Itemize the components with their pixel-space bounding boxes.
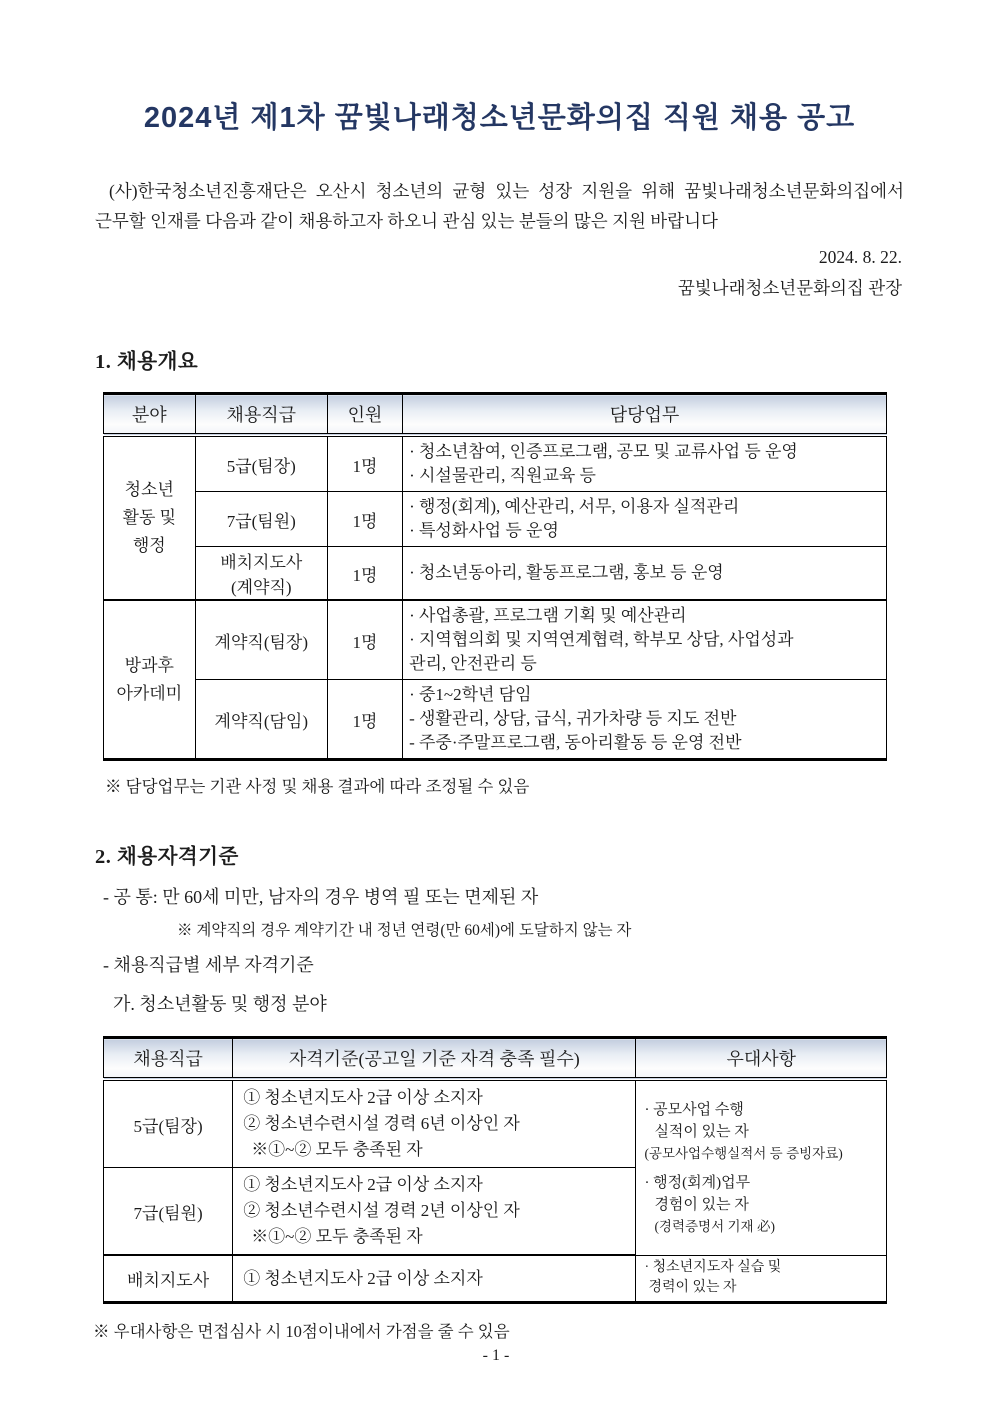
intro-paragraph: (사)한국청소년진흥재단은 오산시 청소년의 균형 있는 성장 지원을 위해 꿈빛나래청소년문화의집에서 근무할 인재를 다음과 같이 채용하고자 하오니 관심 있는 분들의 많은 지원 바랍니다 — [95, 181, 904, 232]
signer: 꿈빛나래청소년문화의집 관장 — [677, 278, 902, 299]
duty-line: · 시설물관리, 직원교육 등 — [409, 466, 596, 486]
duties-cell — [403, 600, 887, 680]
preference-line: · 공모사업 수행 — [644, 1101, 744, 1118]
duties-cell — [403, 435, 887, 492]
count-cell: 1명 — [327, 435, 402, 492]
grade-line: (계약직) — [230, 578, 292, 598]
table-row — [104, 492, 887, 547]
duties-cell — [403, 680, 887, 760]
table-row — [104, 547, 887, 601]
preference-line: · 행정(회계)업무 — [644, 1174, 751, 1191]
issue-date: 2024. 8. 22. — [818, 247, 902, 268]
overview-header-row — [104, 394, 887, 436]
preference-line: 경력이 있는 자 — [648, 1280, 737, 1296]
preference-line: 실적이 있는 자 — [654, 1123, 749, 1140]
grade-cell: 7급(팀원) — [195, 492, 327, 547]
criteria-line: ① 청소년지도사 2급 이상 소지자 — [243, 1268, 483, 1288]
preference-cell-merged — [636, 1079, 887, 1255]
criteria-line: ※①~② 모두 충족된 자 — [251, 1227, 423, 1247]
category-cell-youth-activity — [104, 435, 196, 600]
duties-cell — [403, 547, 887, 601]
criteria-line: ※①~② 모두 충족된 자 — [251, 1140, 423, 1160]
preference-line: (공모사업수행실적서 등 증빙자료) — [644, 1145, 843, 1161]
criteria-line: ② 청소년수련시설 경력 6년 이상인 자 — [243, 1114, 520, 1134]
category-line: 활동 및 — [122, 508, 177, 528]
footnote-overview: ※ 담당업무는 기관 사정 및 채용 결과에 따라 조정될 수 있음 — [105, 777, 530, 797]
contract-age-note: ※ 계약직의 경우 계약기간 내 정년 연령(만 60세)에 도달하지 않는 자 — [177, 922, 632, 940]
qualification-header-row — [104, 1038, 887, 1080]
grade-cell: 5급(팀장) — [195, 435, 327, 492]
category-line: 아카데미 — [116, 683, 183, 703]
common-criteria-line: - 공 통: 만 60세 미만, 남자의 경우 병역 필 또는 면제된 자 — [103, 887, 539, 908]
page-number: - 1 - — [482, 1347, 510, 1364]
subsection-a-heading: 가. 청소년활동 및 행정 분야 — [113, 994, 327, 1015]
table-row — [104, 680, 887, 760]
grade-line: 배치지도사 — [220, 553, 303, 573]
count-cell: 1명 — [327, 600, 402, 680]
category-line: 방과후 — [124, 655, 174, 675]
table-row — [104, 1079, 887, 1168]
col-header-duties: 담당업무 — [403, 394, 887, 436]
grade-cell — [195, 547, 327, 601]
grade-cell: 배치지도사 — [104, 1255, 233, 1302]
table-row — [104, 435, 887, 492]
duty-line: 관리, 안전관리 등 — [409, 654, 537, 674]
section2-heading: 2. 채용자격기준 — [95, 846, 239, 869]
table-row — [104, 1255, 887, 1302]
criteria-cell — [233, 1079, 636, 1168]
duty-line: · 중1~2학년 담임 — [409, 685, 532, 705]
footnote-preference: ※ 우대사항은 면접심사 시 10점이내에서 가점을 줄 수 있음 — [93, 1321, 510, 1341]
col-header-criteria: 자격기준(공고일 기준 자격 충족 필수) — [233, 1038, 636, 1080]
duty-line: · 청소년참여, 인증프로그램, 공모 및 교류사업 등 운영 — [409, 442, 798, 462]
criteria-line: ① 청소년지도사 2급 이상 소지자 — [243, 1088, 483, 1108]
section1-heading: 1. 채용개요 — [95, 351, 199, 374]
preference-line: · 청소년지도자 실습 및 — [644, 1260, 782, 1276]
grade-cell: 계약직(담임) — [195, 680, 327, 760]
preference-line: (경력증명서 기재 必) — [654, 1218, 775, 1234]
category-cell-afterschool — [104, 600, 196, 760]
grade-cell: 계약직(팀장) — [195, 600, 327, 680]
count-cell: 1명 — [327, 492, 402, 547]
duty-line: - 생활관리, 상담, 급식, 귀가차량 등 지도 전반 — [409, 709, 737, 729]
criteria-line: ② 청소년수련시설 경력 2년 이상인 자 — [243, 1201, 520, 1221]
duty-line: · 사업총괄, 프로그램 기획 및 예산관리 — [409, 606, 687, 626]
duty-line: - 주중·주말프로그램, 동아리활동 등 운영 전반 — [409, 733, 742, 753]
criteria-cell — [233, 1255, 636, 1302]
qualification-table — [103, 1036, 887, 1304]
col-header-field: 분야 — [104, 394, 196, 436]
duty-line: · 특성화사업 등 운영 — [409, 521, 559, 541]
page-title: 2024년 제1차 꿈빛나래청소년문화의집 직원 채용 공고 — [143, 102, 856, 134]
grade-cell: 7급(팀원) — [104, 1168, 233, 1256]
criteria-cell — [233, 1168, 636, 1256]
category-line: 행정 — [132, 536, 166, 556]
criteria-line: ① 청소년지도사 2급 이상 소지자 — [243, 1175, 483, 1195]
col-header-count: 인원 — [327, 394, 402, 436]
grade-cell: 5급(팀장) — [104, 1079, 233, 1168]
detail-criteria-line: - 채용직급별 세부 자격기준 — [103, 955, 314, 976]
duties-cell — [403, 492, 887, 547]
category-line: 청소년 — [124, 480, 174, 500]
preference-cell — [636, 1255, 887, 1302]
table-row — [104, 600, 887, 680]
signoff-block — [95, 242, 904, 304]
col-header-preference: 우대사항 — [636, 1038, 887, 1080]
count-cell: 1명 — [327, 680, 402, 760]
recruitment-overview-table — [103, 392, 887, 761]
duty-line: · 지역협의회 및 지역연계협력, 학부모 상담, 사업성과 — [409, 630, 794, 650]
preference-line: 경험이 있는 자 — [654, 1196, 749, 1213]
col-header-grade: 채용직급 — [104, 1038, 233, 1080]
duty-line: · 청소년동아리, 활동프로그램, 홍보 등 운영 — [409, 563, 724, 583]
count-cell: 1명 — [327, 547, 402, 601]
duty-line: · 행정(회계), 예산관리, 서무, 이용자 실적관리 — [409, 497, 740, 517]
col-header-grade: 채용직급 — [195, 394, 327, 436]
